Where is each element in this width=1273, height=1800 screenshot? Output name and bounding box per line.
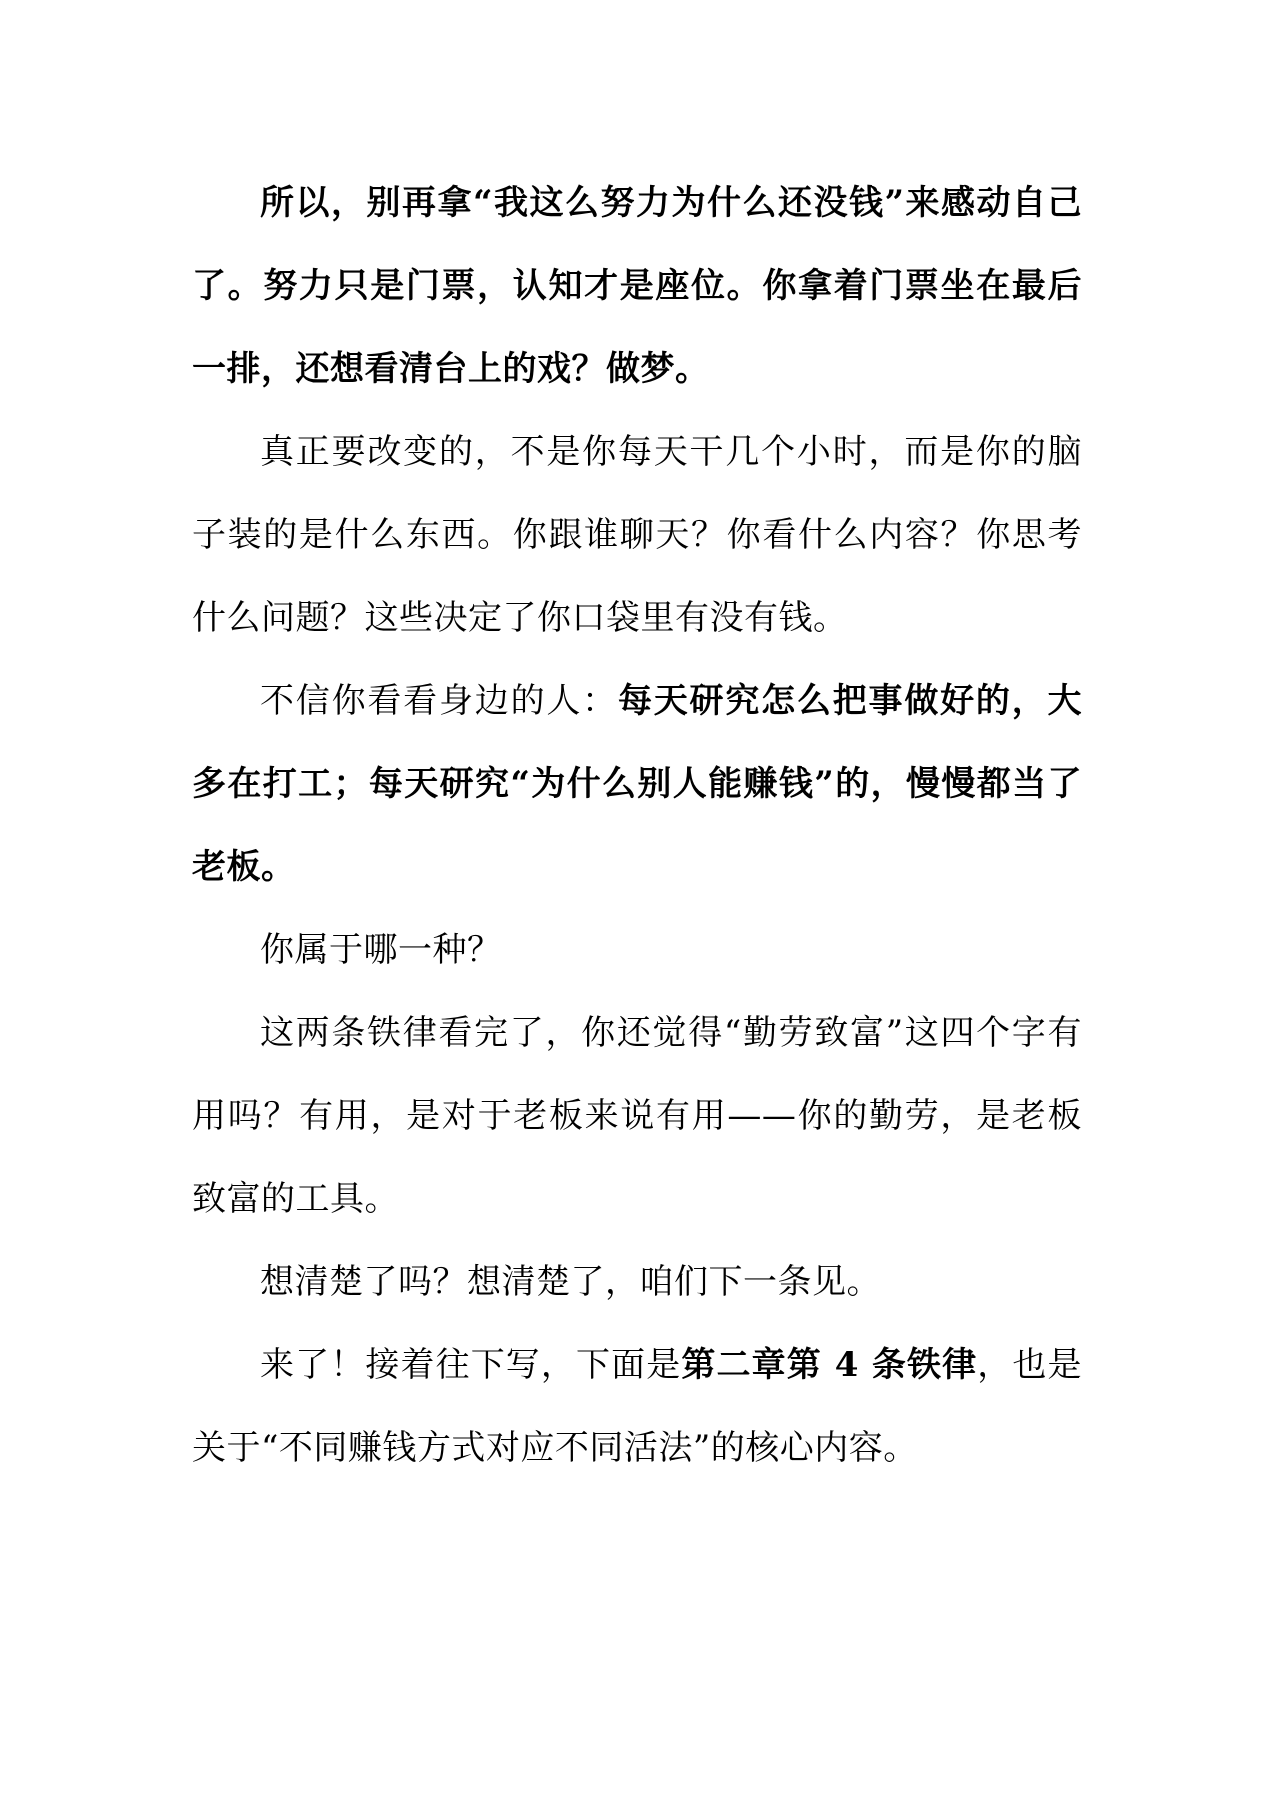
- paragraph-6-text: 想清楚了吗？想清楚了，咱们下一条见。: [260, 1262, 881, 1302]
- paragraph-1: [192, 162, 1082, 411]
- document-body: [192, 162, 1082, 1490]
- paragraph-4: [192, 909, 1082, 992]
- paragraph-3-bold-text: 每天研究怎么把事做好的，大多在打工；每天研究“为什么别人能赚钱”的，慢慢都当了老板。: [192, 681, 1083, 887]
- paragraph-4-text: 你属于哪一种？: [260, 930, 502, 970]
- paragraph-5: [192, 992, 1082, 1241]
- paragraph-2-text: 真正要改变的，不是你每天干几个小时，而是你的脑子装的是什么东西。你跟谁聊天？你看什么内容？你思考什么问题？这些决定了你口袋里有没有钱。: [192, 432, 1082, 638]
- paragraph-7-bold-text: 第二章第 4 条铁律: [681, 1345, 978, 1385]
- paragraph-5-text: 这两条铁律看完了，你还觉得“勤劳致富”这四个字有用吗？有用，是对于老板来说有用——你的勤劳，是老板致富的工具。: [192, 1013, 1082, 1219]
- paragraph-7-intro-text: 来了！接着往下写，下面是: [260, 1345, 682, 1385]
- paragraph-7-outro-text: ，也是关于“不同赚钱方式对应不同活法”的核心内容。: [192, 1345, 1082, 1468]
- paragraph-2: [192, 411, 1082, 660]
- paragraph-6: [192, 1241, 1082, 1324]
- paragraph-1-bold-text: 所以，别再拿“我这么努力为什么还没钱”来感动自己了。努力只是门票，认知才是座位。你拿着门票坐在最后一排，还想看清台上的戏？做梦。: [192, 183, 1082, 389]
- paragraph-7: [192, 1324, 1082, 1490]
- paragraph-3-intro-text: 不信你看看身边的人：: [260, 681, 618, 721]
- paragraph-3: [192, 660, 1082, 909]
